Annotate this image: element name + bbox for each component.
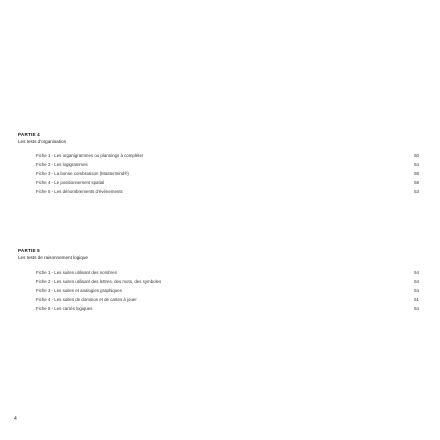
part-label: PARTIE 5 xyxy=(18,248,40,253)
part-title: Les tests de raisonnement logique xyxy=(18,255,88,260)
part-5-page-numbers xyxy=(405,268,419,313)
toc-entry: Fiche 5 - Les dénombrements d'événements xyxy=(36,189,123,194)
toc-page-number: 54 xyxy=(414,306,419,311)
toc-entry: Fiche 3 - Les suites et analogies graphiques xyxy=(36,288,122,293)
toc-page-number: 58 xyxy=(414,171,419,176)
toc-entry: Fiche 2 - Les logigrammes xyxy=(36,162,88,167)
toc-page-number: 53 xyxy=(414,189,419,194)
toc-entry: Fiche 1 - Les suites utilisant des nombres xyxy=(36,270,117,275)
toc-entry: Fiche 4 - Les suites de dominos et de cartes à jouer xyxy=(36,297,137,302)
toc-page-number: 54 xyxy=(414,288,419,293)
toc-entry: Fiche 2 - Les suites utilisant des lettres, des mots, des symboles xyxy=(36,279,162,284)
toc-page-number: 54 xyxy=(414,162,419,167)
toc-page-number: 50 xyxy=(414,153,419,158)
toc-entry: Fiche 4 - Le positionnement spatial xyxy=(36,180,105,185)
page-number: 4 xyxy=(14,416,17,422)
toc-page-number: 54 xyxy=(414,279,419,284)
part-label: PARTIE 4 xyxy=(18,132,40,137)
toc-entry: Fiche 3 - La bonne combinaison (Mastermind®) xyxy=(36,171,129,176)
part-4-page-numbers xyxy=(405,151,419,196)
part-title: Les tests d'organisation xyxy=(18,139,67,144)
part-5-heading xyxy=(18,248,350,261)
toc-page-number: 51 xyxy=(414,297,419,302)
toc-page-number: 54 xyxy=(414,270,419,275)
toc-page-number: 58 xyxy=(414,180,419,185)
toc-entry: Fiche 1 - Les organigrammes ou plannings à compléter xyxy=(36,153,144,158)
part-4-heading xyxy=(18,132,350,145)
part-4-entries xyxy=(36,151,350,196)
part-5-entries xyxy=(36,268,350,313)
toc-entry: Fiche 5 - Les carrés logiques xyxy=(36,306,93,311)
